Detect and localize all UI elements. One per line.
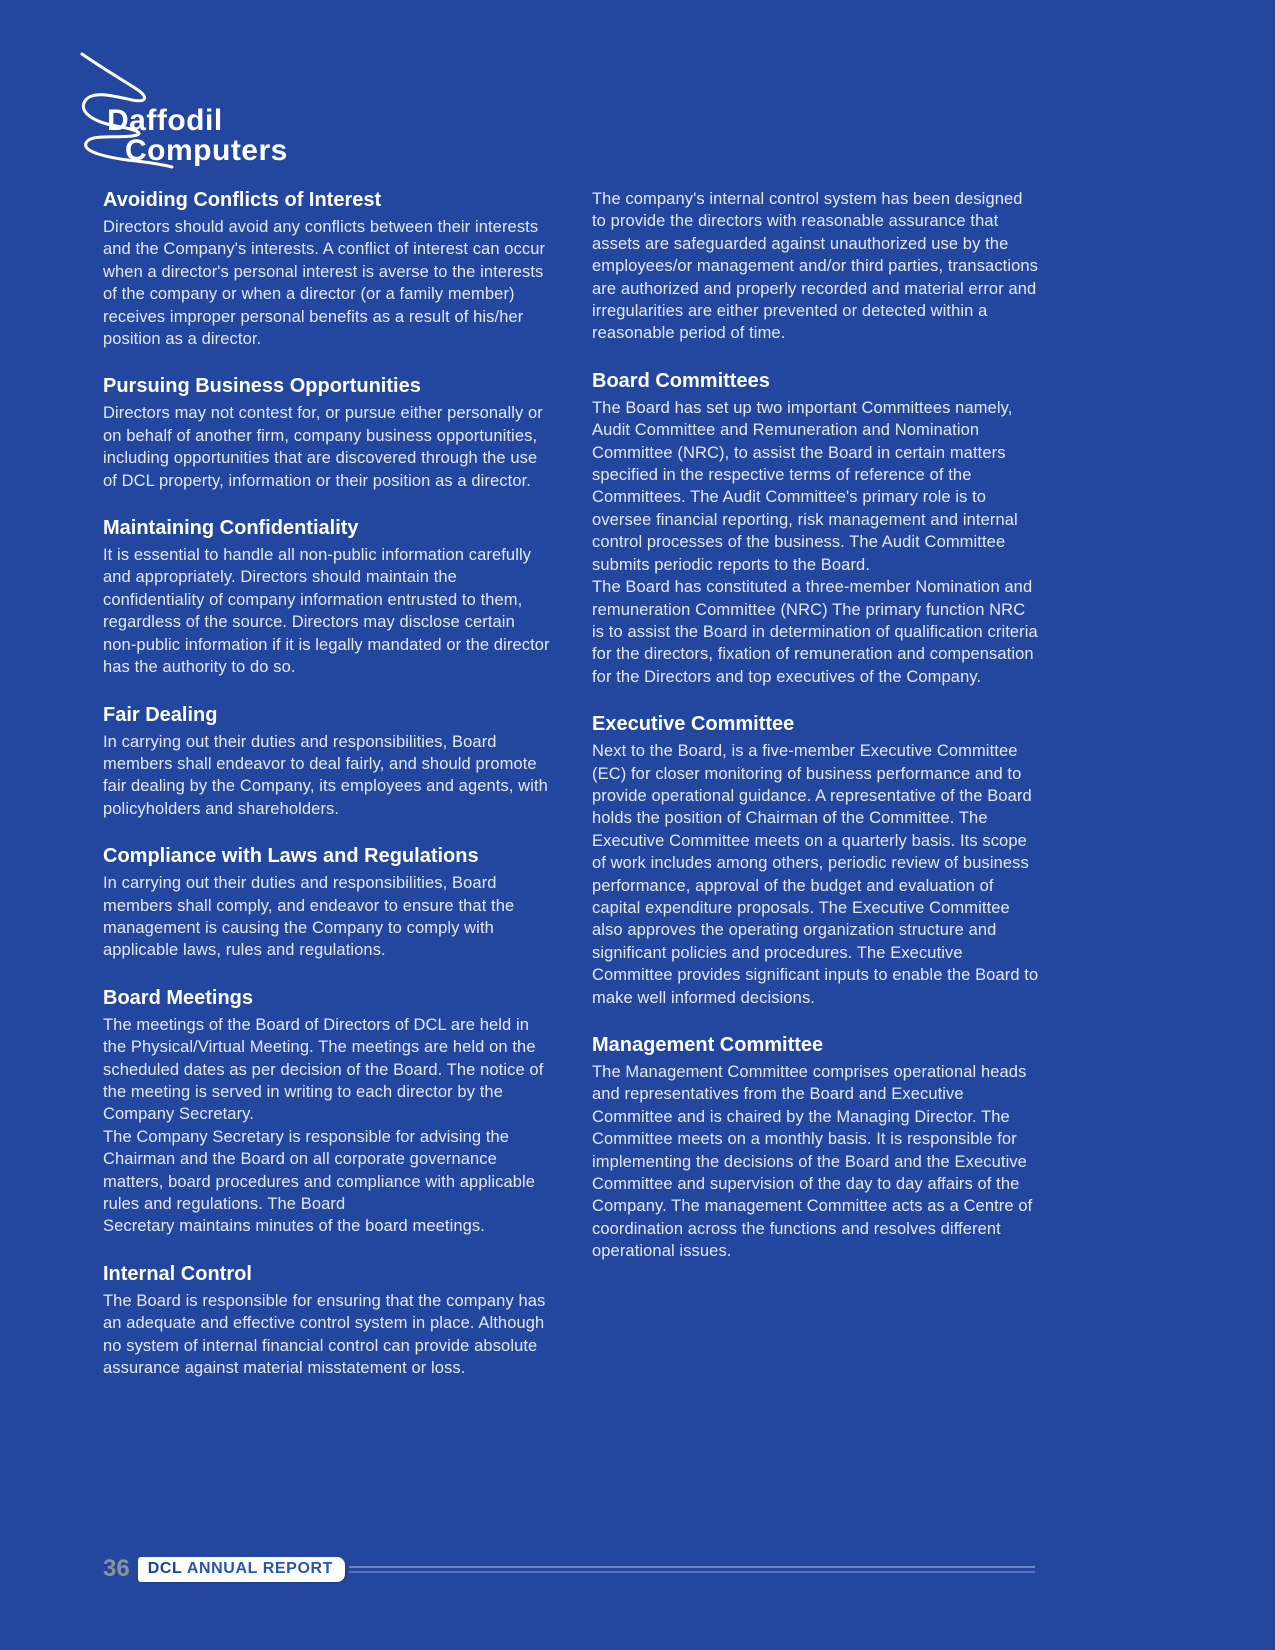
section-heading: Executive Committee [592, 713, 795, 736]
page-content [103, 188, 1041, 1379]
section-heading: Management Committee [592, 1034, 824, 1056]
footer-rule [349, 1571, 1035, 1573]
report-badge-title: ANNUAL REPORT [182, 1559, 334, 1577]
section-paragraph: Secretary maintains minutes of the board meetings. [103, 1217, 485, 1236]
section-paragraph: Next to the Board, is a five-member Executive Committee (EC) for closer monitoring of business performance and to provide operational guidance. A representative of the Board holds the position of Chairman of the Committee. The Executive Committee meets on a quarterly basis. Its scope of work includes among others, periodic review of business performance, approval of the budget and evaluation of capital expenditure proposals. The Executive Committee also approves the operating organization structure and significant policies and procedures. The Executive Committee provides significant inputs to enable the Board to make well informed decisions. [592, 742, 1039, 1007]
section-paragraph: The meetings of the Board of Directors of DCL are held in the Physical/Virtual Meeting. The meetings are held on the scheduled dates as per decision of the Board. The notice of the meeting is served in writing to each director by the Company Secretary. [103, 1015, 544, 1124]
section-heading: Internal Control [103, 1262, 252, 1285]
section-heading: Compliance with Laws and Regulations [103, 845, 479, 868]
section-paragraph: Directors should avoid any conflicts between their interests and the Company's interests. A conflict of interest can occur when a director's personal interest is averse to the interests of the company or when a director (or a family member) receives improper personal benefits as a result of his/her position as a director. [103, 218, 546, 349]
report-badge-dcl: DCL [147, 1559, 183, 1577]
footer-divider-lines [349, 1566, 1035, 1573]
section-paragraph: It is essential to handle all non-public information carefully and appropriately. Directors should maintain the confidentiality of company information entrusted to them, regardless of the source. Directors may disclose certain non-public information if it is legally mandated or the director has the authority to do so. [103, 546, 550, 677]
section-heading: Pursuing Business Opportunities [103, 375, 421, 398]
section-paragraph: The Management Committee comprises operational heads and representatives from the Board and Executive Committee and is chaired by the Managing Director. The Committee meets on a monthly basis. It is responsible for implementing the decisions of the Board and the Executive Committee and supervision of the day to day affairs of the Company. The management Committee acts as a Centre of coordination across the functions and resolves different operational issues. [592, 1063, 1033, 1261]
page-footer [103, 1556, 1035, 1582]
logo-daffodil: Daffodil [107, 104, 223, 137]
right-column [592, 188, 1041, 1379]
section-paragraph: In carrying out their duties and responsibilities, Board members shall comply, and endeavor to ensure that the management is causing the Company to comply with applicable laws, rules and regulations. [103, 874, 515, 960]
section-heading: Fair Dealing [103, 703, 218, 726]
section-heading: Maintaining Confidentiality [103, 517, 359, 540]
section-paragraph: The Company Secretary is responsible for advising the Chairman and the Board on all corporate governance matters, board procedures and compliance with applicable rules and regulations. The Board [103, 1127, 536, 1213]
section-paragraph: Directors may not contest for, or pursue either personally or on behalf of another firm, company business opportunities, including opportunities that are discovered through the use of DCL property, information or their position as a director. [103, 404, 543, 490]
logo-computers: Computers [125, 134, 288, 167]
section-paragraph: The Board has constituted a three-member Nomination and remuneration Committee (NRC) The primary function NRC is to assist the Board in determination of qualification criteria for the directors, fixation of remuneration and compensation for the Directors and top executives of the Company. [592, 578, 1038, 686]
section-paragraph: The Board has set up two important Committees namely, Audit Committee and Remuneration and Nomination Committee (NRC), to assist the Board in certain matters specified in the respective terms of reference of the Committees. The Audit Committee's primary role is to oversee financial reporting, risk management and internal control processes of the business. The Audit Committee submits periodic reports to the Board. [592, 398, 1018, 574]
section-heading: Avoiding Conflicts of Interest [103, 189, 382, 211]
section-heading: Board Committees [592, 369, 770, 392]
section-paragraph: The Board is responsible for ensuring that the company has an adequate and effective control system in place. Although no system of internal financial control can provide absolute assurance against material misstatement or loss. [103, 1291, 546, 1378]
report-badge [138, 1557, 345, 1582]
page-number: 36 [103, 1555, 130, 1582]
intro-paragraph: The company's internal control system has been designed to provide the directors with reasonable assurance that assets are safeguarded against unauthorized use by the employees/or management and/or third parties, transactions are authorized and properly recorded and material error and irregularities are either prevented or detected within a reasonable period of time. [592, 190, 1039, 343]
section-heading: Board Meetings [103, 986, 254, 1009]
left-column [103, 188, 550, 1379]
section-paragraph: In carrying out their duties and responsibilities, Board members shall endeavor to deal fairly, and should promote fair dealing by the Company, its employees and agents, with policyholders and shareholders. [103, 732, 548, 818]
company-logo-text [107, 106, 288, 166]
footer-rule [349, 1566, 1035, 1568]
